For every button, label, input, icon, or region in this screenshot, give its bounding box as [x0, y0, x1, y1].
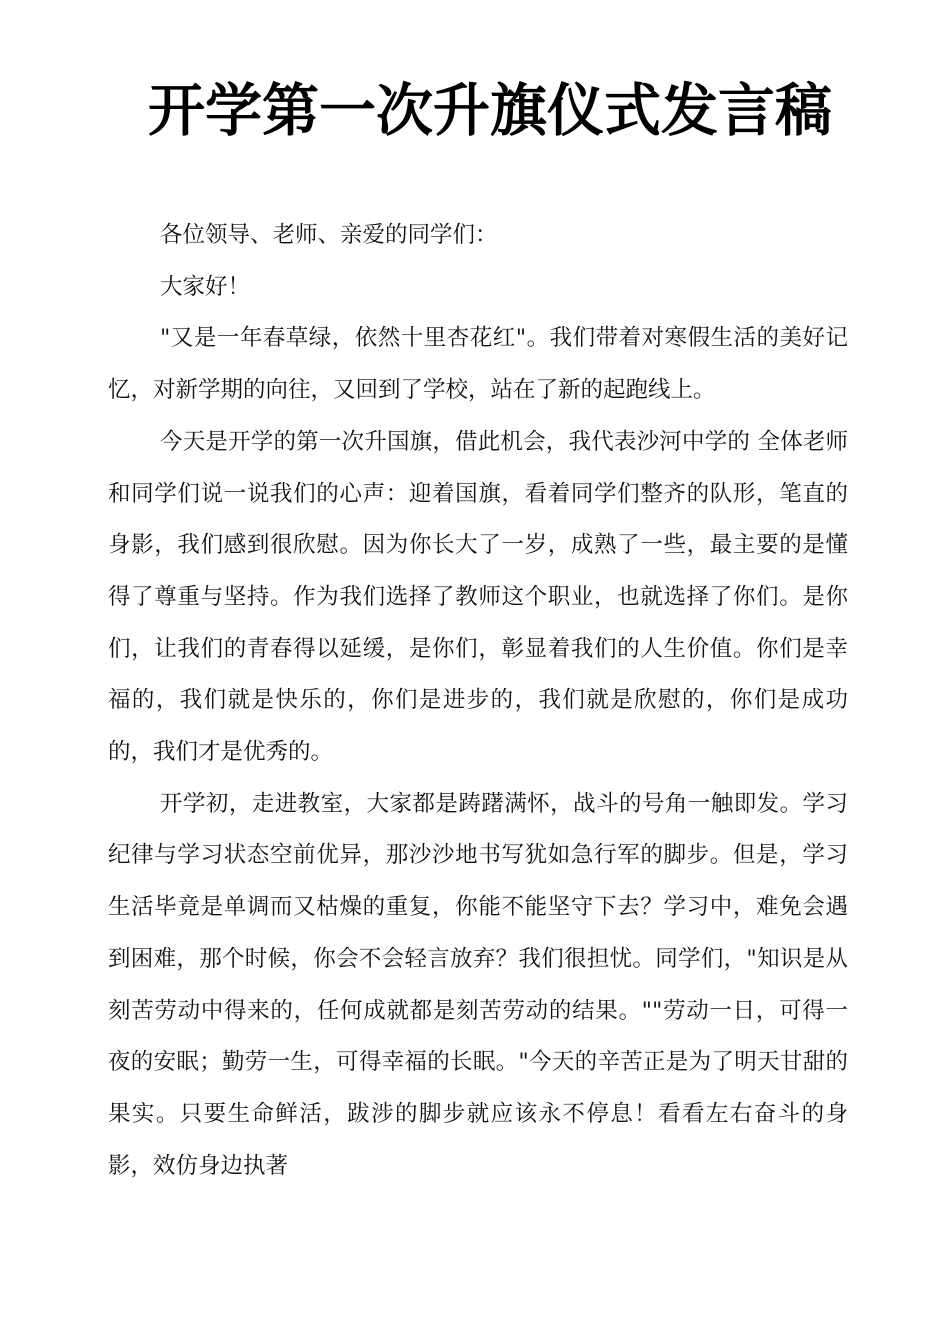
- paragraph-greeting: 大家好！: [160, 273, 251, 300]
- paragraph-salutation: 各位领导、老师、亲爱的同学们：: [160, 222, 498, 248]
- paragraph-opening: "又是一年春草绿，依然十里杏花红"。我们带着对寒假生活的美好记忆，对新学期的向往，又回到了学校，站在了新的起跑线上。: [108, 325, 848, 404]
- document-title: 开学第一次升旗仪式发言稿: [148, 78, 832, 144]
- document-body: [108, 210, 848, 1192]
- paragraph-study-encouragement: 开学初，走进教室，大家都是踌躇满怀，战斗的号角一触即发。学习纪律与学习状态空前优异，那沙沙地书写犹如急行军的脚步。但是，学习生活毕竟是单调而又枯燥的重复，你能不能坚守下去？学习中，难免会遇到困难，那个时候，你会不会轻言放弃？我们很担忧。同学们，"知识是从刻苦劳动中得来的，任何成就都是刻苦劳动的结果。""劳动一日，可得一夜的安眠；勤劳一生，可得幸福的长眠。"今天的辛苦正是为了明天甘甜的果实。只要生命鲜活，跋涉的脚步就应该永不停息！看看左右奋斗的身影，效仿身边执著: [108, 790, 848, 1179]
- paragraph-teachers-voice: 今天是开学的第一次升国旗，借此机会，我代表沙河中学的 全体老师和同学们说一说我们的心声：迎着国旗，看着同学们整齐的队形，笔直的身影，我们感到很欣慰。因为你长大了一岁，成熟了一些，最主要的是懂得了尊重与坚持。作为我们选择了教师这个职业，也就选择了你们。是你们，让我们的青春得以延缓，是你们，彰显着我们的人生价值。你们是幸福的，我们就是快乐的，你们是进步的，我们就是欣慰的，你们是成功的，我们才是优秀的。: [108, 428, 848, 766]
